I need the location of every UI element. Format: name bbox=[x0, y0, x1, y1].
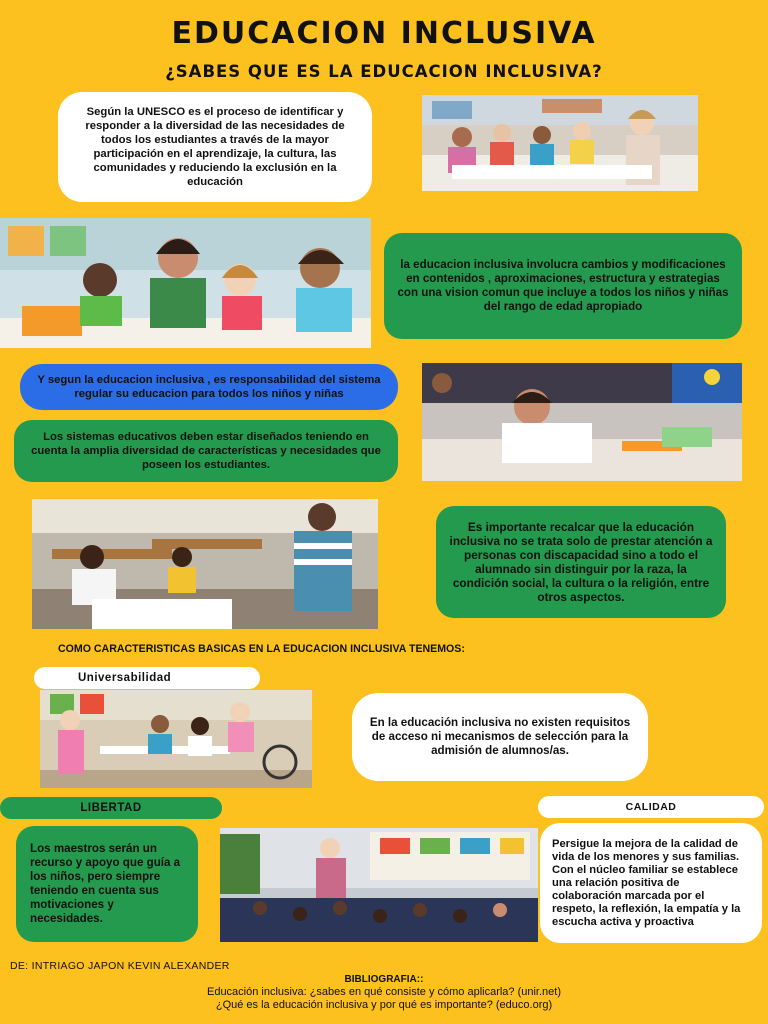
classroom-photo-4 bbox=[32, 499, 378, 629]
universality-text: En la educación inclusiva no existen requisitos de acceso ni mecanismos de selección para la admisión de alumnos/as. bbox=[369, 716, 631, 757]
universality-label: Universabilidad bbox=[34, 667, 260, 689]
classroom-photo-2 bbox=[0, 218, 371, 348]
definition-text: Según la UNESCO es el proceso de identificar y responder a la diversidad de las necesidades de todos los estudiantes a través de la mayor participación en el aprendizaje, la cultura, las comunidades y reduciendo la exclusión en la educación bbox=[85, 106, 345, 188]
changes-card bbox=[384, 233, 742, 339]
quality-label: CALIDAD bbox=[538, 796, 764, 818]
systems-text: Los sistemas educativos deben estar diseñados teniendo en cuenta la amplia diversidad de características y necesidades que poseen los estudiantes. bbox=[31, 431, 381, 471]
systems-card bbox=[14, 420, 398, 482]
quality-card bbox=[540, 823, 762, 943]
bibliography-ref-1: Educación inclusiva: ¿sabes en qué consiste y cómo aplicarla? (unir.net) bbox=[206, 986, 562, 998]
freedom-card bbox=[16, 826, 198, 942]
responsibility-card bbox=[20, 364, 398, 410]
universality-card bbox=[352, 693, 648, 781]
freedom-label: LIBERTAD bbox=[0, 797, 222, 819]
classroom-photo-5 bbox=[40, 690, 312, 788]
poster-subtitle: ¿SABES QUE ES LA EDUCACION INCLUSIVA? bbox=[165, 62, 603, 81]
important-text: Es importante recalcar que la educación inclusiva no se trata solo de prestar atención a personas con discapacidad sino a todo el alumnado sin distinguir por la raza, la condición social, la cultura o la religión, entre otros aspectos. bbox=[449, 520, 713, 604]
freedom-text: Los maestros serán un recurso y apoyo que guía a los niños, pero siempre teniendo en cuenta sus motivaciones y necesidades. bbox=[30, 842, 181, 925]
classroom-photo-1 bbox=[422, 95, 698, 191]
important-card bbox=[436, 506, 726, 618]
characteristics-heading: COMO CARACTERISTICAS BASICAS EN LA EDUCACION INCLUSIVA TENEMOS: bbox=[58, 643, 465, 655]
definition-card bbox=[58, 92, 372, 202]
bibliography-ref-2: ¿Qué es la educación inclusiva y por qué es importante? (educo.org) bbox=[215, 999, 553, 1011]
classroom-photo-6 bbox=[220, 828, 538, 942]
bibliography-title: BIBLIOGRAFIA:: bbox=[344, 974, 424, 985]
changes-text: la educacion inclusiva involucra cambios y modificaciones en contenidos , aproximaciones, estructura y estrategias con una vision comun que incluye a todos los niños y niñas del rango de edad apropiado bbox=[397, 258, 729, 313]
classroom-photo-3 bbox=[422, 363, 742, 481]
responsibility-text: Y segun la educacion inclusiva , es responsabilidad del sistema regular su educacion para todos los niños y niñas bbox=[37, 374, 381, 400]
quality-text: Persigue la mejora de la calidad de vida de los menores y sus familias. Con el núcleo familiar se establece una relación positiva de colaboración marcada por el respeto, la reflexión, la empatía y la escucha activa y proactiva bbox=[552, 837, 741, 928]
author-credit: DE: INTRIAGO JAPON KEVIN ALEXANDER bbox=[10, 960, 230, 972]
poster-title: EDUCACION INCLUSIVA bbox=[171, 16, 597, 51]
